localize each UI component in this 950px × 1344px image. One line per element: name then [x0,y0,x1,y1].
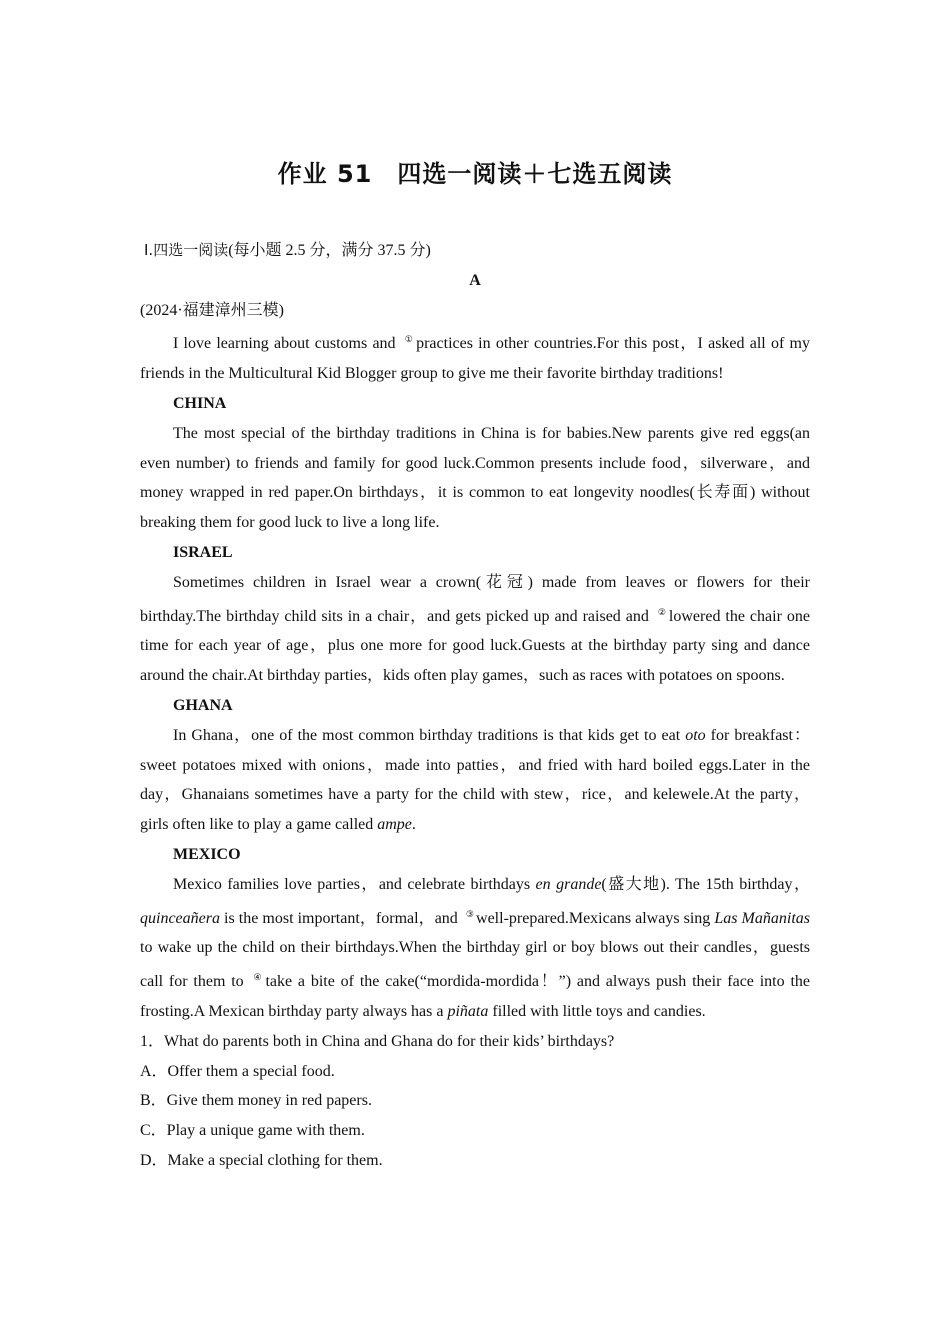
mexico-text-2: (盛大地). The 15th birthday， [601,875,810,893]
question-1: 1．What do parents both in China and Ghana do for their kids’ birthdays? [140,1032,615,1050]
term-oto: oto [685,726,706,744]
ghana-text-3: . [411,816,416,834]
option-a[interactable]: A．Offer them a special food. [140,1062,335,1080]
paragraph-israel [140,568,810,691]
ghana-text-2: for breakfast：sweet potatoes mixed with onions，made into patties，and fried with hard boiled eggs.Later in the day，Ghanaians sometimes have a party for the child with stew，rice，and kelewele.At the party，girls often like to play a game called [140,726,810,834]
mexico-text-4: well-prepared.Mexicans always sing [476,909,715,927]
mexico-text-1: Mexico families love parties，and celebrate birthdays [173,875,536,893]
passage-label: A [469,271,481,289]
paragraph-ghana [140,721,810,840]
term-pinata: piñata [447,1002,489,1020]
option-c[interactable]: C．Play a unique game with them. [140,1122,365,1140]
term-quinceanera: quinceañera [140,909,220,927]
option-d[interactable]: D．Make a special clothing for them. [140,1151,383,1169]
mexico-text-6: take a bite of the cake(“mordida-mordida！”) and always push their face into the frosting.A Mexican birthday party always has a [140,973,810,1020]
heading-ghana: GHANA [173,696,233,714]
option-b[interactable]: B．Give them money in red papers. [140,1092,372,1110]
heading-china: CHINA [173,394,227,412]
page-title: 作业 51 四选一阅读＋七选五阅读 [277,160,673,188]
marker-4: ④ [253,972,264,983]
section-header [140,236,810,266]
marker-2: ② [657,606,667,617]
term-ampe: ampe [377,816,412,834]
paragraph-mexico [140,870,810,1027]
heading-mexico: MEXICO [173,845,241,863]
israel-text-2: lowered the chair one time for each year of age，plus one more for good luck.Guests at the birthday party sing and dance around the chair.At birthday parties，kids often play games，such as races with potatoes on spoons. [140,607,810,685]
mexico-text-5: to wake up the child on their birthdays.When the birthday girl or boy blows out their candles，guests call for them to [140,939,810,991]
document-content [140,236,810,1176]
marker-1: ① [404,334,415,345]
term-las-mananitas: Las Mañanitas [714,909,810,927]
mexico-text-3: is the most important，formal，and [219,909,462,927]
marker-3: ③ [465,908,475,919]
intro-text-2: practices in other countries.For this post，I asked all of my friends in the Multicultural Kid Blogger group to give me their favorite birthday traditions! [140,335,810,383]
heading-israel: ISRAEL [173,543,233,561]
source-note: (2024·福建漳州三模) [140,301,284,319]
section-label: Ⅰ.四选一阅读 [144,241,229,259]
ghana-text-1: In Ghana，one of the most common birthday traditions is that kids get to eat [173,726,686,744]
paragraph-china: The most special of the birthday traditions in China is for babies.New parents give red eggs(an even number) to friends and family for good luck.Common presents include food，silverware，and money wrapped in red paper.On birthdays，it is common to eat longevity noodles(长寿面) without breaking them for good luck to live a long life. [140,424,811,532]
section-note: (每小题 2.5 分，满分 37.5 分) [228,242,431,259]
term-en-grande: en grande [535,875,602,893]
intro-text-1: I love learning about customs and [173,335,401,353]
intro-paragraph [140,325,810,389]
israel-text-1: Sometimes children in Israel wear a crown(花冠) made from leaves or flowers for their birthday.The birthday child sits in a chair，and gets picked up and raised and [140,573,810,625]
mexico-text-7: filled with little toys and candies. [488,1002,706,1020]
